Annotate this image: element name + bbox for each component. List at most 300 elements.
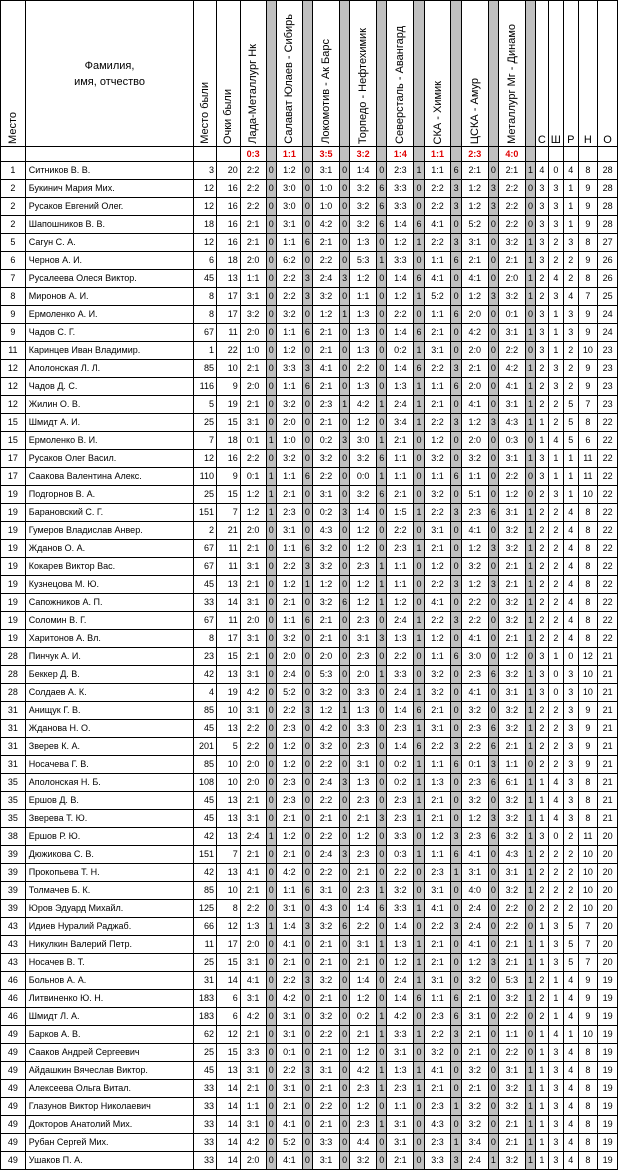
cell-m6: 2:1 [424,702,451,720]
table-row [1,1134,618,1152]
table-row [1,702,618,720]
cell-m3-pts: 0 [339,324,349,342]
cell-m2-pts: 3 [302,270,312,288]
cell-points-prev: 15 [216,414,240,432]
cell-stat-r: 1 [564,180,578,198]
cell-points-prev: 13 [216,828,240,846]
cell-m2-pts: 0 [302,666,312,684]
cell-m5: 1:3 [387,630,414,648]
cell-stat-n: 11 [578,450,598,468]
cell-m3: 0:2 [313,504,340,522]
cell-m5: 2:3 [387,162,414,180]
cell-place: 35 [1,810,26,828]
cell-m4: 1:2 [350,828,377,846]
cell-m4-pts: 0 [377,720,387,738]
cell-stat-r: 2 [564,378,578,396]
cell-m7: 4:2 [461,324,488,342]
cell-m1: 4:2 [240,1008,266,1026]
cell-m6: 3:1 [424,882,451,900]
cell-stat-n: 7 [578,918,598,936]
cell-m4-pts: 0 [377,1134,387,1152]
cell-place: 43 [1,954,26,972]
cell-m6-pts: 3 [451,1026,461,1044]
cell-stat-o: 19 [598,1008,618,1026]
cell-place-prev: 33 [194,1134,217,1152]
cell-m7-pts: 0 [488,1098,498,1116]
cell-m5-pts: 1 [414,396,424,414]
cell-stat-o: 19 [598,990,618,1008]
cell-stat-o: 20 [598,954,618,972]
cell-m5: 1:1 [387,450,414,468]
cell-place: 7 [1,270,26,288]
cell-m6-pts: 3 [451,576,461,594]
table-row [1,540,618,558]
cell-m7-pts: 0 [488,684,498,702]
cell-stat-n: 9 [578,216,598,234]
cell-m8-pts: 0 [525,1026,535,1044]
cell-m1-pts: 0 [266,270,276,288]
cell-m6-pts: 6 [451,756,461,774]
cell-m6-pts: 3 [451,738,461,756]
cell-m8: 2:1 [499,252,526,270]
cell-place-prev: 7 [194,432,217,450]
cell-m4-pts: 0 [377,648,387,666]
cell-name: Зверев К. А. [25,738,193,756]
cell-m1: 1:0 [240,342,266,360]
cell-place-prev: 33 [194,1152,217,1170]
cell-m2: 2:2 [276,288,302,306]
cell-name: Толмачев Б. К. [25,882,193,900]
cell-m7-pts: 0 [488,396,498,414]
cell-m7-pts: 0 [488,234,498,252]
header-match-4: Торпедо - Нефтехимик [350,1,377,147]
cell-place-prev: 25 [194,1044,217,1062]
cell-m7-pts: 0 [488,1008,498,1026]
cell-m5-pts: 0 [414,1134,424,1152]
cell-m8-pts: 0 [525,756,535,774]
cell-m7: 1:2 [461,540,488,558]
cell-m4: 1:2 [350,594,377,612]
cell-stat-s: 2 [536,900,548,918]
cell-stat-n: 8 [578,558,598,576]
cell-m2: 3:1 [276,1026,302,1044]
cell-name: Алексеева Ольга Витал. [25,1080,193,1098]
cell-m4: 2:3 [350,648,377,666]
cell-points-prev: 17 [216,936,240,954]
cell-m5: 2:3 [387,720,414,738]
cell-m6-pts: 3 [451,918,461,936]
cell-m7: 3:2 [461,1116,488,1134]
cell-m5: 3:3 [387,666,414,684]
cell-name: Чадов Д. С. [25,378,193,396]
cell-stat-n: 8 [578,630,598,648]
cell-place-prev: 116 [194,378,217,396]
cell-m3: 3:3 [313,1134,340,1152]
header-stat-n: Н [578,1,598,147]
cell-m1-pts: 0 [266,1080,276,1098]
cell-m2-pts: 0 [302,1152,312,1170]
cell-m4-pts: 0 [377,828,387,846]
cell-stat-sh: 2 [548,522,564,540]
cell-m5-pts: 1 [414,972,424,990]
cell-place-prev: 45 [194,1062,217,1080]
cell-m7: 3:1 [461,864,488,882]
cell-m6-pts: 3 [451,828,461,846]
cell-m7-pts: 6 [488,828,498,846]
cell-m6-pts: 0 [451,1116,461,1134]
cell-stat-sh: 2 [548,702,564,720]
cell-m7: 3:2 [461,702,488,720]
cell-m6: 1:1 [424,648,451,666]
cell-m8: 3:2 [499,720,526,738]
cell-place: 9 [1,306,26,324]
cell-m2-pts: 0 [302,630,312,648]
cell-m2: 0:1 [276,1044,302,1062]
cell-m5: 3:4 [387,414,414,432]
cell-m6-pts: 0 [451,810,461,828]
cell-stat-n: 9 [578,306,598,324]
cell-place-prev: 110 [194,468,217,486]
cell-m5: 3:1 [387,1116,414,1134]
cell-stat-n: 8 [578,1044,598,1062]
cell-name: Букинич Мария Мих. [25,180,193,198]
cell-m7: 2:3 [461,720,488,738]
cell-m4-pts: 1 [377,396,387,414]
cell-stat-r: 3 [564,234,578,252]
cell-m6-pts: 0 [451,936,461,954]
cell-m5: 3:3 [387,900,414,918]
cell-m2-pts: 6 [302,324,312,342]
cell-m4-pts: 6 [377,198,387,216]
cell-points-prev: 19 [216,684,240,702]
cell-m4: 3:2 [350,1152,377,1170]
cell-m8: 6:1 [499,774,526,792]
cell-m4: 4:2 [350,396,377,414]
cell-m2-pts: 1 [302,576,312,594]
cell-m5-pts: 6 [414,702,424,720]
cell-place-prev: 23 [194,648,217,666]
cell-m6: 1:1 [424,990,451,1008]
cell-m3-pts: 0 [339,1062,349,1080]
cell-m8: 2:1 [499,1134,526,1152]
cell-m8: 3:1 [499,684,526,702]
cell-m5-pts: 1 [414,414,424,432]
cell-m6-pts: 0 [451,1080,461,1098]
cell-points-prev: 20 [216,162,240,180]
cell-m3: 1:2 [313,306,340,324]
cell-points-prev: 22 [216,342,240,360]
cell-m6-pts: 0 [451,288,461,306]
cell-m1: 3:1 [240,810,266,828]
cell-m6-pts: 0 [451,666,461,684]
cell-points-prev: 7 [216,846,240,864]
cell-m4: 1:4 [350,162,377,180]
cell-m5-pts: 0 [414,1008,424,1026]
cell-stat-n: 8 [578,1116,598,1134]
cell-m2-pts: 0 [302,648,312,666]
table-row [1,1008,618,1026]
cell-m7-pts: 0 [488,648,498,666]
cell-stat-s: 2 [536,486,548,504]
cell-stat-o: 19 [598,972,618,990]
cell-stat-n: 10 [578,486,598,504]
cell-m3: 1:0 [313,180,340,198]
cell-points-prev: 14 [216,594,240,612]
cell-m2: 2:2 [276,1062,302,1080]
cell-place: 19 [1,540,26,558]
cell-m6-pts: 0 [451,954,461,972]
cell-m8: 3:1 [499,864,526,882]
cell-stat-s: 1 [536,810,548,828]
cell-m8: 3:2 [499,810,526,828]
cell-m5: 2:1 [387,486,414,504]
cell-m7-pts: 0 [488,468,498,486]
cell-stat-n: 8 [578,594,598,612]
cell-m4-pts: 1 [377,882,387,900]
cell-stat-s: 1 [536,1062,548,1080]
table-row [1,396,618,414]
cell-m8-pts: 0 [525,468,535,486]
cell-m7-pts: 0 [488,486,498,504]
cell-points-prev: 7 [216,504,240,522]
cell-stat-o: 21 [598,738,618,756]
cell-place: 12 [1,360,26,378]
cell-place: 43 [1,936,26,954]
cell-m4-pts: 1 [377,1116,387,1134]
cell-m1-pts: 0 [266,180,276,198]
cell-m2: 4:1 [276,1116,302,1134]
cell-m4: 1:4 [350,972,377,990]
cell-name: Ермоленко А. И. [25,306,193,324]
cell-stat-n: 10 [578,666,598,684]
cell-m1: 2:2 [240,450,266,468]
cell-m6-pts: 0 [451,216,461,234]
cell-points-prev: 12 [216,918,240,936]
cell-m1: 2:1 [240,540,266,558]
cell-m4-pts: 0 [377,504,387,522]
cell-m5: 4:2 [387,1008,414,1026]
header-name: Фамилия, имя, отчество [25,1,193,147]
table-row [1,1116,618,1134]
cell-m5: 2:4 [387,684,414,702]
cell-m2-pts: 3 [302,918,312,936]
cell-stat-s: 2 [536,1008,548,1026]
header-stat-s: С [536,1,548,147]
cell-m3-pts: 0 [339,648,349,666]
cell-m5: 1:3 [387,378,414,396]
cell-m5: 1:1 [387,468,414,486]
cell-stat-sh: 0 [548,828,564,846]
cell-m8-pts: 1 [525,1098,535,1116]
cell-m7: 2:4 [461,900,488,918]
cell-name: Аполонская Н. Б. [25,774,193,792]
cell-m1-pts: 0 [266,414,276,432]
cell-m7: 4:1 [461,396,488,414]
cell-m5-pts: 1 [414,792,424,810]
cell-m6: 4:1 [424,900,451,918]
cell-m2-pts: 0 [302,756,312,774]
cell-stat-sh: 3 [548,378,564,396]
cell-m6-pts: 0 [451,324,461,342]
table-row [1,792,618,810]
cell-m1-pts: 0 [266,684,276,702]
cell-m1-pts: 0 [266,162,276,180]
cell-stat-sh: 2 [548,252,564,270]
cell-m2: 1:1 [276,882,302,900]
cell-m8: 2:2 [499,198,526,216]
cell-name: Шмидт А. И. [25,414,193,432]
cell-stat-n: 9 [578,198,598,216]
table-row [1,1098,618,1116]
cell-m8-pts: 1 [525,666,535,684]
cell-m7-pts: 0 [488,792,498,810]
cell-m4-pts: 1 [377,558,387,576]
cell-m8-pts: 1 [525,1116,535,1134]
cell-m3: 2:4 [313,846,340,864]
cell-m1-pts: 0 [266,936,276,954]
cell-stat-r: 5 [564,918,578,936]
table-row [1,270,618,288]
cell-m2: 2:1 [276,594,302,612]
cell-place-prev: 85 [194,360,217,378]
cell-m6: 1:2 [424,828,451,846]
cell-m2: 2:3 [276,504,302,522]
cell-stat-n: 8 [578,774,598,792]
cell-place: 19 [1,630,26,648]
cell-stat-o: 22 [598,576,618,594]
cell-m7: 4:1 [461,684,488,702]
cell-m1: 3:1 [240,288,266,306]
cell-m1: 0:1 [240,432,266,450]
cell-place: 39 [1,882,26,900]
cell-m2-pts: 0 [302,450,312,468]
cell-stat-n: 8 [578,612,598,630]
cell-m1-pts: 0 [266,864,276,882]
cell-m4-pts: 6 [377,180,387,198]
cell-m6-pts: 6 [451,468,461,486]
header-stat-r: Р [564,1,578,147]
cell-m7: 2:0 [461,378,488,396]
cell-stat-s: 1 [536,1134,548,1152]
table-row [1,756,618,774]
cell-name: Анищук Г. В. [25,702,193,720]
cell-m6-pts: 1 [451,1098,461,1116]
cell-m7-pts: 0 [488,1044,498,1062]
cell-stat-r: 4 [564,594,578,612]
cell-place: 31 [1,720,26,738]
cell-name: Харитонов А. Вл. [25,630,193,648]
cell-m5-pts: 0 [414,252,424,270]
cell-m1: 2:2 [240,720,266,738]
cell-points-prev: 18 [216,252,240,270]
cell-m5-pts: 1 [414,234,424,252]
cell-m2: 3:1 [276,216,302,234]
cell-place: 43 [1,918,26,936]
cell-m1: 2:0 [240,756,266,774]
cell-stat-r: 2 [564,252,578,270]
cell-m7-pts: 0 [488,324,498,342]
cell-stat-s: 2 [536,504,548,522]
cell-m4-pts: 3 [377,810,387,828]
table-row [1,864,618,882]
cell-name: Ситников В. В. [25,162,193,180]
cell-m7: 5:2 [461,216,488,234]
cell-m6: 2:2 [424,414,451,432]
cell-m8-pts: 1 [525,504,535,522]
cell-stat-s: 1 [536,774,548,792]
cell-stat-n: 9 [578,1008,598,1026]
cell-m7: 1:2 [461,414,488,432]
cell-m3: 3:2 [313,288,340,306]
cell-m8-pts: 0 [525,432,535,450]
cell-m3: 2:3 [313,396,340,414]
cell-m8-pts: 1 [525,576,535,594]
cell-name: Идиев Нуралий Раджаб. [25,918,193,936]
cell-m8: 3:2 [499,666,526,684]
cell-place-prev: 67 [194,558,217,576]
cell-m8-pts: 1 [525,360,535,378]
cell-stat-n: 8 [578,1098,598,1116]
cell-stat-r: 5 [564,936,578,954]
cell-m8: 4:3 [499,414,526,432]
cell-m6-pts: 0 [451,630,461,648]
cell-m4: 1:4 [350,504,377,522]
cell-m4: 2:1 [350,810,377,828]
cell-stat-n: 11 [578,468,598,486]
cell-m2: 2:1 [276,1098,302,1116]
cell-m7: 4:1 [461,846,488,864]
cell-m1: 2:1 [240,216,266,234]
cell-stat-sh: 2 [548,414,564,432]
cell-stat-sh: 4 [548,1026,564,1044]
cell-m2-pts: 0 [302,810,312,828]
cell-m8-pts: 1 [525,864,535,882]
cell-m7: 1:2 [461,954,488,972]
cell-m1-pts: 0 [266,648,276,666]
cell-m4-pts: 1 [377,594,387,612]
table-row [1,342,618,360]
cell-m7: 2:3 [461,666,488,684]
cell-name: Барановский С. Г. [25,504,193,522]
cell-place-prev: 6 [194,252,217,270]
cell-stat-o: 22 [598,468,618,486]
cell-stat-r: 4 [564,1044,578,1062]
cell-m2-pts: 6 [302,882,312,900]
cell-stat-s: 3 [536,324,548,342]
cell-m7: 4:1 [461,270,488,288]
cell-stat-o: 21 [598,720,618,738]
cell-name: Барков А. В. [25,1026,193,1044]
cell-m5-pts: 6 [414,360,424,378]
cell-m7-pts: 0 [488,936,498,954]
cell-m7: 3:2 [461,1062,488,1080]
cell-m8-pts: 1 [525,270,535,288]
cell-m2-pts: 0 [302,216,312,234]
cell-m7: 2:3 [461,504,488,522]
cell-stat-o: 19 [598,1080,618,1098]
cell-stat-r: 3 [564,756,578,774]
cell-m6-pts: 0 [451,486,461,504]
cell-m5: 3:3 [387,1026,414,1044]
cell-stat-o: 20 [598,936,618,954]
cell-m8: 3:2 [499,540,526,558]
cell-name: Жилин О. В. [25,396,193,414]
cell-m3-pts: 0 [339,162,349,180]
cell-stat-o: 23 [598,360,618,378]
cell-m3-pts: 0 [339,972,349,990]
cell-m4: 2:3 [350,738,377,756]
cell-m6-pts: 0 [451,792,461,810]
